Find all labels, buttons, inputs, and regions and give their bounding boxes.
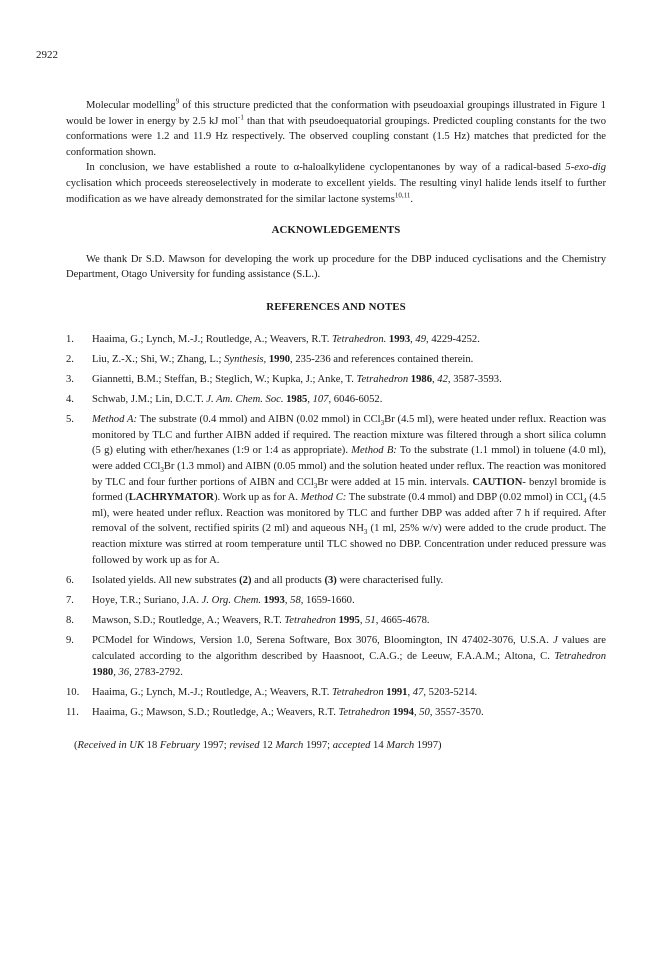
reference-authors: Schwab, J.M.; Lin, D.C.T.	[92, 394, 207, 406]
reference-volume: 36	[118, 666, 130, 678]
reference-item	[66, 613, 606, 629]
separator: ,	[359, 615, 366, 627]
journal-name: Tetrahedron.	[332, 333, 387, 345]
text-run: values are calculated according to the algorithm described by Haasnoot, C.A.G.; de Leeuw, F.A.A.M.; Altona, C.	[92, 635, 607, 662]
journal-name: Tetrahedron	[356, 373, 409, 385]
reference-item	[66, 392, 606, 408]
text-run: (	[74, 739, 78, 751]
separator: ,	[413, 706, 420, 718]
reference-authors: Haaima, G.; Lynch, M.-J.; Routledge, A.; Weavers, R.T.	[92, 686, 333, 698]
reference-pages: , 4229-4252.	[426, 333, 480, 345]
reference-year: 1985	[283, 394, 308, 406]
subscript: 3	[363, 528, 368, 537]
reference-pages: , 235-236 and references contained therein.	[290, 353, 474, 365]
reference-volume: 49	[415, 333, 427, 345]
italic-term: 5-exo-dig	[565, 162, 606, 174]
reference-pages: , 4665-4678.	[375, 615, 430, 627]
reference-item	[66, 593, 606, 609]
separator: ,	[407, 686, 413, 698]
reference-pages: , 3557-3570.	[429, 706, 484, 718]
text-run: of this structure predicted that the conformation with pseudoaxial groupings illustrated in Figure 1 would be lower in energy by 2.5 kJ mol	[66, 100, 606, 127]
text-run: ). Work up as for A.	[213, 492, 301, 504]
text-run: - benzyl bromide is formed (	[92, 476, 606, 504]
reference-number: 7.	[66, 595, 74, 606]
reference-volume: 42	[437, 373, 448, 385]
reference-number: 11.	[66, 706, 79, 718]
reference-year: 1993	[386, 333, 411, 345]
reference-authors: Giannetti, B.M.; Steffan, B.; Steglich, W.; Kupka, J.; Anke, T.	[92, 373, 357, 385]
reference-number: 9.	[66, 635, 74, 647]
reference-authors: Mawson, S.D.; Routledge, A.; Weavers, R.T.	[92, 615, 285, 627]
article-body	[66, 98, 606, 764]
text-run: The substrate (0.4 mmol) and AIBN (0.02 mmol) in CCl	[137, 414, 381, 426]
text-run: Molecular modelling	[86, 100, 176, 111]
reference-pages: , 5203-5214.	[423, 686, 478, 698]
compound-number: (3)	[324, 574, 337, 586]
citation-superscript: 9	[175, 97, 180, 106]
accepted-label: accepted	[332, 739, 371, 751]
reference-authors: Haaima, G.; Lynch, M.-J.; Routledge, A.; Weavers, R.T.	[92, 333, 333, 345]
subscript: 4	[583, 497, 587, 506]
subscript: 3	[380, 419, 385, 428]
reference-pages: , 6046-6052.	[328, 394, 383, 406]
text-run: 1997;	[303, 739, 333, 751]
reference-pages: , 1659-1660.	[300, 595, 355, 606]
month-name: March	[386, 739, 415, 751]
journal-name: Tetrahedron	[332, 686, 384, 698]
received-dates	[66, 738, 606, 754]
text-run: The substrate (0.4 mmol) and DBP (0.02 mmol) in CCl	[346, 492, 584, 504]
citation-superscript: 10,11	[394, 191, 411, 200]
text-run: Isolated yields. All new substrates	[92, 574, 240, 586]
text-run: Br (4.5 ml), were heated under reflux. Reaction was monitored by TLC and further AIBN added if required. The reaction mixture was filtered through a short silica column (5 g) eluting with ether/hexanes (1:9 or 1:4 as appropriate).	[92, 414, 606, 457]
text-run: In conclusion, we have established a route to α-haloalkylidene cyclopentanones by way of a radical-based	[86, 162, 566, 174]
journal-name: Tetrahedron	[338, 706, 391, 718]
reference-volume: 47	[412, 686, 424, 698]
received-label: Received in UK	[77, 739, 145, 751]
reference-pages: , 3587-3593.	[447, 373, 502, 385]
separator: ,	[284, 595, 291, 606]
reference-volume: 58	[290, 595, 301, 606]
reference-item	[66, 633, 606, 680]
page-number: 2922	[36, 49, 58, 61]
text-run: To the substrate (1.1 mmol) in toluene (4.0 ml), were added CCl	[92, 445, 606, 473]
italic-term: J	[553, 635, 558, 647]
journal-name: Synthesis,	[224, 353, 267, 365]
reference-year: 1986	[408, 373, 432, 385]
reference-authors: Liu, Z.-X.; Shi, W.; Zhang, L.;	[92, 353, 225, 365]
month-name: March	[275, 739, 304, 751]
journal-name: Tetrahedron	[554, 650, 606, 662]
reference-year: 1993	[261, 595, 285, 606]
references-list	[66, 332, 606, 721]
separator: ,	[307, 394, 313, 406]
journal-name: J. Am. Chem. Soc.	[206, 394, 284, 406]
caution-label: CAUTION	[472, 476, 523, 488]
reference-volume: 107	[312, 394, 329, 406]
unit-superscript: -1	[238, 113, 244, 122]
lachrymator-label: LACHRYMATOR	[128, 492, 214, 504]
separator: ,	[432, 373, 438, 385]
text-run: and all products	[251, 574, 325, 586]
reference-year: 1995	[335, 615, 360, 627]
reference-number: 8.	[66, 615, 74, 627]
text-run: 14	[370, 739, 387, 751]
separator: ,	[113, 666, 119, 678]
reference-number: 4.	[66, 394, 74, 406]
journal-name: Tetrahedron	[284, 615, 336, 627]
method-label: Method B:	[351, 445, 397, 457]
text-run: (4.5 ml), were heated under reflux. Reaction was monitored by TLC and further DBP was added after 7 h if required. After removal of the solvent, rectified spirits (2 ml) and aqueous NH	[92, 492, 606, 535]
reference-authors: Hoye, T.R.; Suriano, J.A.	[92, 595, 202, 606]
reference-volume: 50	[419, 706, 430, 718]
journal-name: J. Org. Chem.	[201, 595, 262, 606]
reference-number: 1.	[66, 333, 74, 345]
text-run: 1997;	[199, 739, 230, 751]
method-label: Method A:	[92, 414, 138, 426]
reference-number: 5.	[66, 414, 74, 426]
text-run: (1 ml, 25% w/v) were added to the crude product. The reaction mixture was stirred at room temperature until TLC showed no DBP. Concentration under reduced pressure was followed by work up as for A.	[92, 523, 606, 566]
reference-item	[66, 352, 606, 368]
reference-year: 1990	[266, 353, 291, 365]
reference-number: 10.	[66, 686, 80, 698]
method-label: Method C:	[300, 492, 347, 504]
reference-item	[66, 573, 606, 589]
subscript: 3	[313, 481, 318, 490]
revised-label: revised	[229, 739, 260, 751]
text-run: were characterised fully.	[336, 574, 444, 586]
reference-number: 6.	[66, 574, 74, 586]
text-run: Br were added at 15 min. intervals.	[317, 476, 473, 488]
paragraph-conclusion	[66, 160, 606, 207]
reference-pages: , 2783-2792.	[129, 666, 183, 678]
reference-year: 1991	[383, 686, 408, 698]
acknowledgements-text: We thank Dr S.D. Mawson for developing the work up procedure for the DBP induced cyclisations and the Chemistry Department, Otago University for funding assistance (S.L.).	[66, 253, 606, 281]
reference-authors: Haaima, G.; Mawson, S.D.; Routledge, A.; Weavers, R.T.	[92, 706, 339, 718]
reference-year: 1994	[390, 706, 414, 718]
text-run: .	[410, 193, 414, 205]
compound-number: (2)	[239, 574, 252, 586]
acknowledgements-heading: ACKNOWLEDGEMENTS	[271, 224, 401, 237]
reference-item	[66, 332, 606, 348]
text-run: PCModel for Windows, Version 1.0, Serena Software, Box 3076, Bloomington, IN 47402-3076, U.S.A.	[92, 635, 554, 647]
reference-item-methods	[66, 412, 606, 568]
reference-item	[66, 372, 606, 388]
subscript: 3	[160, 466, 164, 475]
text-run: 18	[144, 739, 160, 751]
text-run: 12	[259, 739, 276, 751]
reference-volume: 51	[365, 615, 376, 627]
references-heading: REFERENCES AND NOTES	[266, 300, 406, 313]
reference-number: 2.	[66, 353, 74, 365]
month-name: February	[159, 739, 200, 751]
paragraph-molecular-modelling	[66, 98, 606, 160]
text-run: cyclisation which proceeds stereoselectively in moderate to excellent yields. The resulting vinyl halide lends itself to further modification as we have already demonstrated for the similar lactone systems	[66, 177, 606, 205]
reference-item	[66, 705, 606, 721]
separator: ,	[410, 333, 416, 345]
reference-year: 1980	[92, 666, 114, 678]
reference-item	[66, 685, 606, 701]
text-run: than that with pseudoequatorial groupings. Predicted coupling constants for the two conformations were 1.2 and 11.9 Hz respectively. The observed coupling constant (1.5 Hz) matches that predicted for the conformation shown.	[66, 115, 606, 158]
text-run: Br (1.3 mmol) and AIBN (0.05 mmol) and the solution heated under reflux. The reaction was monitored by TLC and four further portions of AIBN and CCl	[92, 461, 606, 488]
reference-number: 3.	[66, 373, 74, 385]
text-run: 1997)	[414, 739, 442, 751]
